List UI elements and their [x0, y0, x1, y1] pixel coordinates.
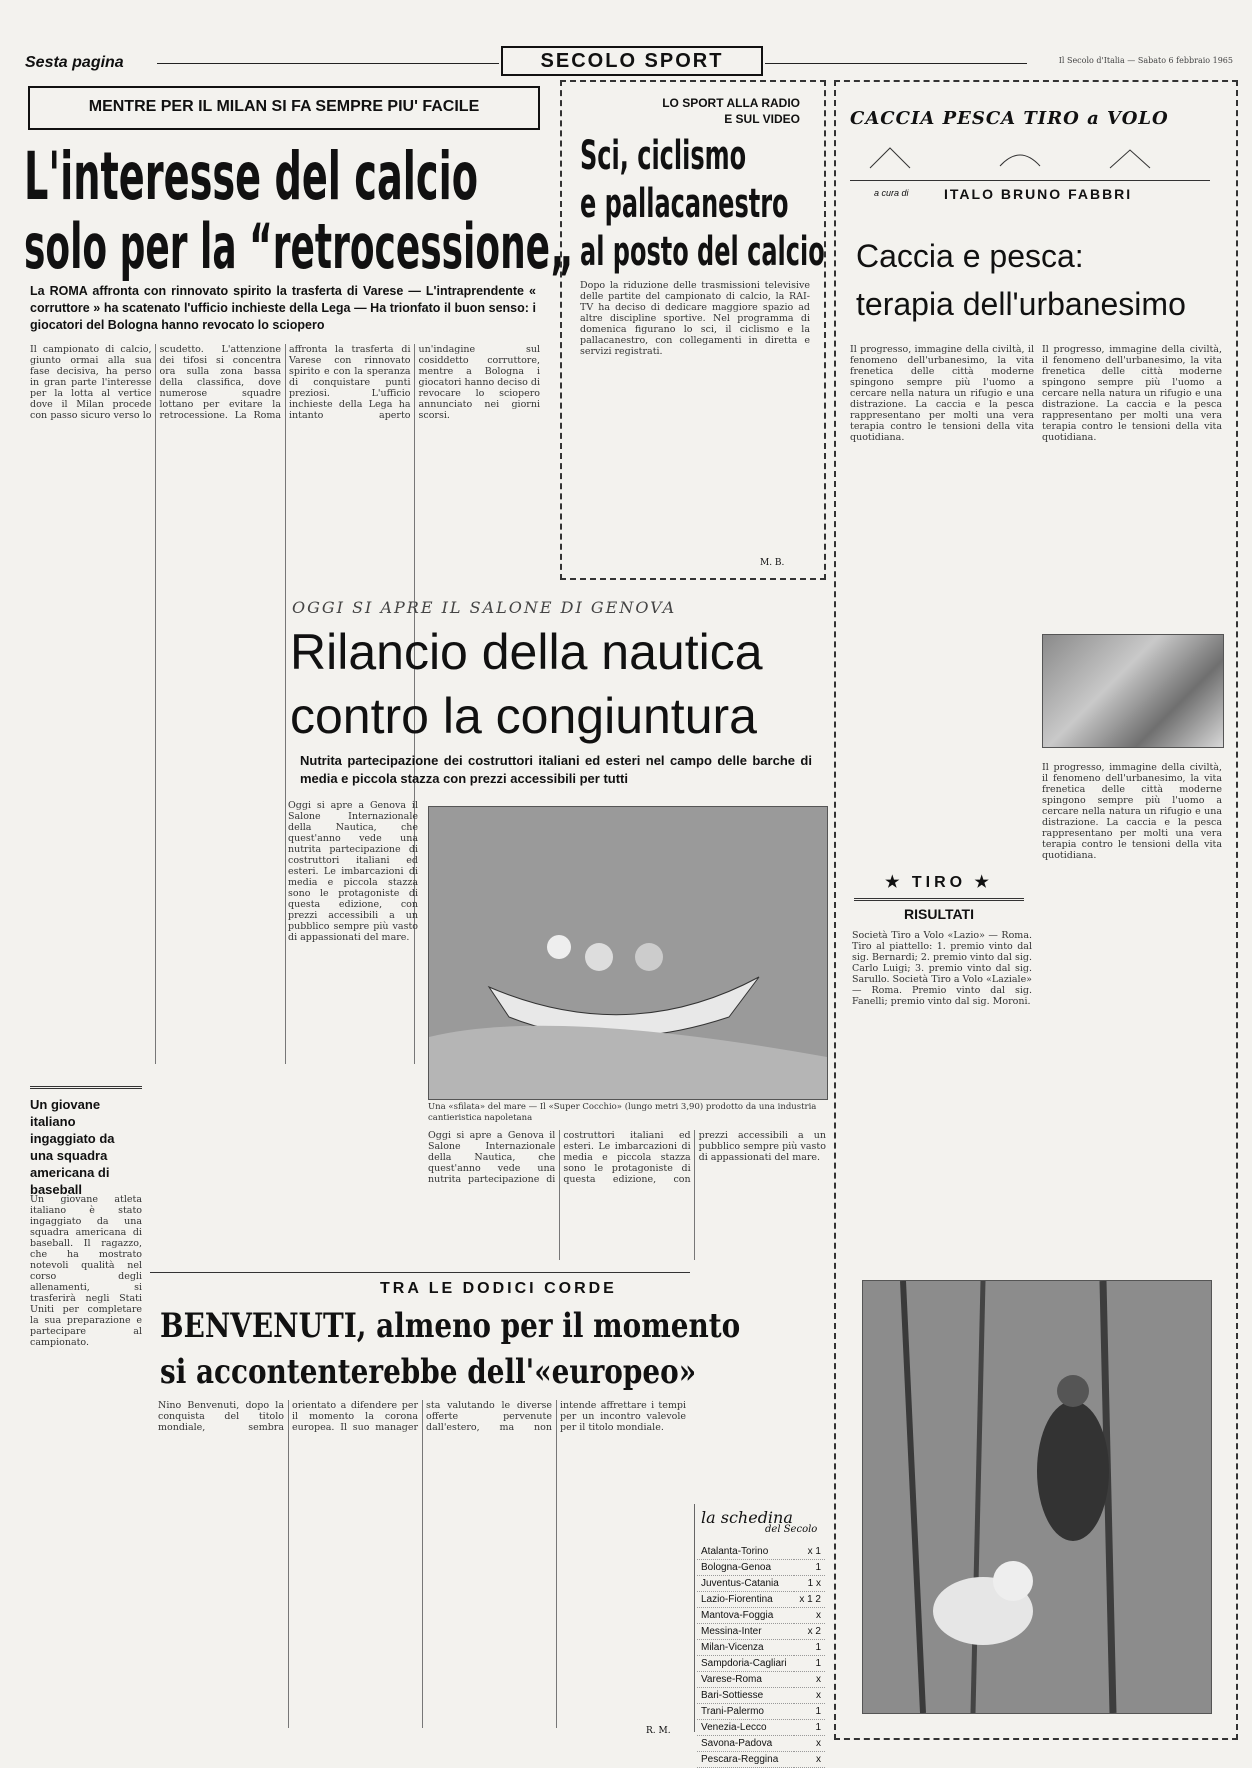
boat-photo — [428, 806, 828, 1100]
calcio-headline-1: L'interesse del calcio — [24, 138, 479, 215]
masthead — [25, 44, 1237, 78]
schedina-result: x — [794, 1608, 825, 1624]
caccia-headline-2: terapia dell'urbanesimo — [856, 286, 1186, 322]
schedina-row — [697, 1688, 825, 1704]
schedina-result: x — [794, 1688, 825, 1704]
schedina-match: Sampdoria-Cagliari — [697, 1656, 794, 1672]
pugilato-signature: R. M. — [646, 1726, 671, 1736]
schedina-result: x 1 2 — [794, 1592, 825, 1608]
boat-caption: Una «sfilata» del mare — Il «Super Cocchio» (lungo metri 3,90) prodotto da una industria cantieristica napoletana — [428, 1102, 817, 1123]
schedina-match: Juventus-Catania — [697, 1576, 794, 1592]
boat-illustration — [429, 807, 827, 1099]
caccia-byline-prefix: a cura di — [874, 188, 909, 198]
schedina-result: 1 x — [794, 1576, 825, 1592]
schedina-match: Messina-Inter — [697, 1624, 794, 1640]
hunter-illustration — [863, 1281, 1211, 1713]
pugilato-kicker: TRA LE DODICI CORDE — [380, 1280, 617, 1297]
calcio-kicker-box — [28, 86, 540, 130]
section-title: SECOLO SPORT — [501, 46, 763, 76]
schedina-table — [697, 1544, 825, 1768]
schedina-result: 1 — [794, 1720, 825, 1736]
schedina-row — [697, 1656, 825, 1672]
calcio-body: Il campionato di calcio, giunto ormai alla sua fase decisiva, ha perso in gran parte l'interesse per la lotta al vertice dove il Milan procede con passo sicuro verso lo scudetto. L'attenzione dei tifosi si concentra ora sulla zona bassa della classifica, dove numerose squadre lottano per evitare la retrocessione. La Roma affronta la trasferta di Varese con rinnovato spirito e con la speranza di conquistare punti preziosi. L'ufficio inchieste della Lega ha intanto aperto un'indagine sul cosiddetto corruttore, mentre a Bologna i giocatori hanno deciso di revocare lo sciopero annunciato nei giorni scorsi. — [30, 344, 540, 421]
caccia-byline: ITALO BRUNO FABBRI — [944, 186, 1133, 202]
caccia-banner — [850, 104, 1210, 181]
baseball-headline: Un giovane italiano ingaggiato da una squadra americana di baseball — [30, 1097, 115, 1197]
radio-kicker-2: E SUL VIDEO — [724, 112, 800, 126]
nautica-body-left: Oggi si apre a Genova il Salone Internazionale della Nautica, che quest'anno vede una nutrita partecipazione di costruttori italiani ed esteri. Le imbarcazioni di media e piccola stazza sono le protagoniste di questa edizione, con prezzi accessibili a un pubblico sempre più vasto di appassionati del mare. — [288, 800, 418, 943]
nautica-kicker: OGGI SI APRE IL SALONE DI GENOVA — [292, 598, 677, 617]
caccia-headline-1: Caccia e pesca: — [856, 238, 1084, 274]
schedina-result: x — [794, 1752, 825, 1768]
schedina-row — [697, 1592, 825, 1608]
schedina-row — [697, 1672, 825, 1688]
tiro-subheader: RISULTATI — [904, 906, 974, 922]
hunter-dog-photo — [862, 1280, 1212, 1714]
schedina-match: Varese-Roma — [697, 1672, 794, 1688]
schedina-match: Venezia-Lecco — [697, 1720, 794, 1736]
calcio-deck: La ROMA affronta con rinnovato spirito la trasferta di Varese — L'intraprendente « corruttore » ha scatenato l'ufficio inchieste della Lega — Ha trionfato il buon senso: i giocatori del Bologna hanno revocato lo sciopero — [30, 284, 536, 332]
schedina-match: Milan-Vicenza — [697, 1640, 794, 1656]
nautica-headline-2: contro la congiuntura — [290, 688, 757, 744]
schedina-result: x 2 — [794, 1624, 825, 1640]
pugilato-body: Nino Benvenuti, dopo la conquista del titolo mondiale, sembra orientato a difendere per il momento la corona europea. Il suo manager sta valutando le diverse offerte pervenute dall'estero, ma non intende affrettare i tempi per un incontro valevole per il titolo mondiale. — [158, 1400, 686, 1433]
tiro-header: ★ TIRO ★ — [885, 874, 993, 891]
schedina-row — [697, 1608, 825, 1624]
schedina-match: Atalanta-Torino — [697, 1544, 794, 1560]
tiro-body: Società Tiro a Volo «Lazio» — Roma. Tiro al piattello: 1. premio vinto dal sig. Bernardi; 2. premio vinto dal sig. Carlo Luigi; 3. premio vinto dal sig. Sarullo. Società Tiro a Volo «Laziale» — Roma. Premio vinto dal sig. Fanelli; premio vinto dal sig. Moroni. — [852, 930, 1032, 1007]
schedina-row — [697, 1720, 825, 1736]
caccia-body-left: Il progresso, immagine della civiltà, il fenomeno dell'urbanesimo, la vita frenetica delle città moderne spingono sempre più l'uomo a cercare nella natura un rifugio e una distrazione. La caccia e la pesca rappresentano per molti una vera terapia contro le tensioni della vita quotidiana. — [850, 344, 1034, 443]
schedina-result: x — [794, 1736, 825, 1752]
radio-headline-1: Sci, ciclismo — [580, 133, 747, 179]
schedina-match: Lazio-Fiorentina — [697, 1592, 794, 1608]
fishing-photo — [1042, 634, 1224, 748]
schedina-match: Mantova-Foggia — [697, 1608, 794, 1624]
pugilato-rule — [150, 1272, 690, 1273]
pugilato-headline-1: BENVENUTI, almeno per il momento — [160, 1306, 741, 1346]
baseball-body: Un giovane atleta italiano è stato ingaggiato da una squadra americana di baseball. Il ragazzo, che ha mostrato notevoli qualità nel corso degli allenamenti, si trasferirà negli Stati Uniti per completare la sua preparazione e partecipare al campionato. — [30, 1194, 142, 1348]
schedina-row — [697, 1640, 825, 1656]
schedina-result: x — [794, 1672, 825, 1688]
caccia-banner-text: CACCIA PESCA TIRO a VOLO — [850, 108, 1169, 129]
schedina-match: Bari-Sottiesse — [697, 1688, 794, 1704]
calcio-headline-2: solo per la “retrocessione„ — [24, 210, 574, 283]
baseball-rule — [30, 1086, 142, 1089]
radio-kicker-1: LO SPORT ALLA RADIO — [662, 96, 800, 110]
page-label: Sesta pagina — [25, 54, 124, 71]
schedina-row — [697, 1560, 825, 1576]
pugilato-headline-2: si accontenterebbe dell'«europeo» — [160, 1352, 697, 1392]
date-line: Il Secolo d'Italia — Sabato 6 febbraio 1965 — [1058, 56, 1233, 65]
calcio-kicker: MENTRE PER IL MILAN SI FA SEMPRE PIU' FACILE — [88, 98, 480, 115]
schedina-subtitle: del Secolo — [765, 1524, 818, 1535]
hunting-scene-icon — [850, 138, 1210, 178]
radio-headline-3: al posto del calcio — [580, 229, 825, 275]
schedina-row — [697, 1576, 825, 1592]
nautica-deck: Nutrita partecipazione dei costruttori italiani ed esteri nel campo delle barche di media e piccola stazza con prezzi accessibili per tutti — [300, 753, 812, 786]
schedina-result: 1 — [794, 1640, 825, 1656]
schedina-result: 1 — [794, 1560, 825, 1576]
schedina-match: Savona-Padova — [697, 1736, 794, 1752]
schedina-result: x 1 — [794, 1544, 825, 1560]
schedina-row — [697, 1624, 825, 1640]
schedina-match: Bologna-Genoa — [697, 1560, 794, 1576]
schedina-row — [697, 1544, 825, 1560]
schedina-result: 1 — [794, 1704, 825, 1720]
schedina-row — [697, 1736, 825, 1752]
schedina-box — [694, 1504, 827, 1765]
radio-signature: M. B. — [760, 558, 785, 568]
tiro-header-rule — [854, 898, 1024, 901]
nautica-body-bottom: Oggi si apre a Genova il Salone Internazionale della Nautica, che quest'anno vede una nutrita partecipazione di costruttori italiani ed esteri. Le imbarcazioni di media e piccola stazza sono le protagoniste di questa edizione, con prezzi accessibili a un pubblico sempre più vasto di appassionati del mare. — [428, 1130, 826, 1185]
nautica-headline-1: Rilancio della nautica — [290, 624, 763, 680]
schedina-match: Pescara-Reggina — [697, 1752, 794, 1768]
radio-body: Dopo la riduzione delle trasmissioni televisive delle partite del campionato di calcio, la RAI-TV ha deciso di dedicare maggiore spazio ad altre discipline sportive. Nel programma di domenica figurano lo sci, il ciclismo e la pallacanestro, con collegamenti in diretta e servizi registrati. — [580, 280, 810, 357]
schedina-match: Trani-Palermo — [697, 1704, 794, 1720]
masthead-rule-right — [765, 63, 1027, 64]
schedina-row — [697, 1704, 825, 1720]
schedina-title: la schedina — [701, 1508, 793, 1527]
radio-headline-2: e pallacanestro — [580, 181, 789, 227]
caccia-body-right: Il progresso, immagine della civiltà, il fenomeno dell'urbanesimo, la vita frenetica delle città moderne spingono sempre più l'uomo a cercare nella natura un rifugio e una distrazione. La caccia e la pesca rappresentano per molti una vera terapia contro le tensioni della vita quotidiana. — [1042, 344, 1222, 443]
masthead-rule-left — [157, 63, 499, 64]
schedina-result: 1 — [794, 1656, 825, 1672]
caccia-body-right-2: Il progresso, immagine della civiltà, il fenomeno dell'urbanesimo, la vita frenetica delle città moderne spingono sempre più l'uomo a cercare nella natura un rifugio e una distrazione. La caccia e la pesca rappresentano per molti una vera terapia contro le tensioni della vita quotidiana. — [1042, 762, 1222, 861]
